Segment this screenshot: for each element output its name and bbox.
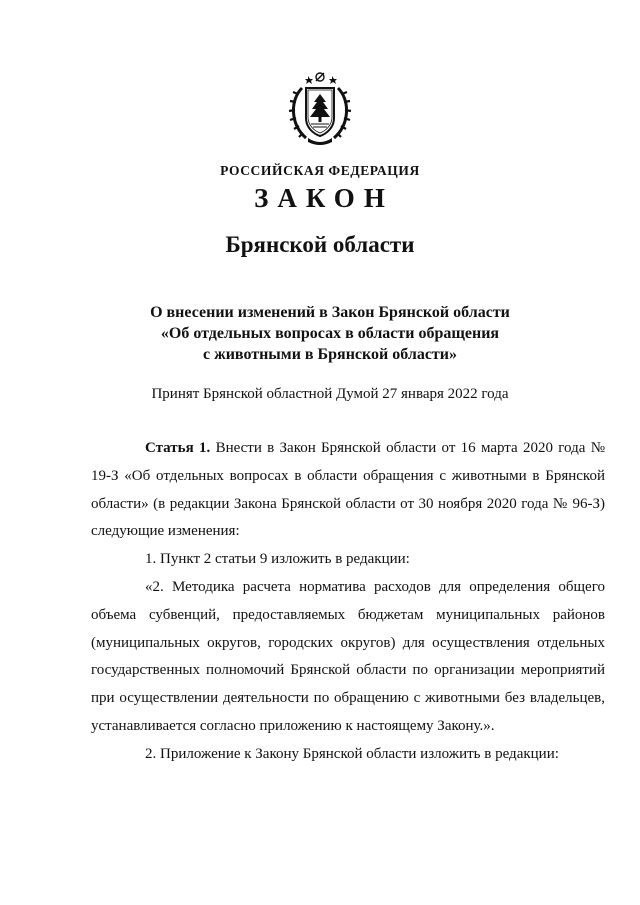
article-heading: Статья 1. [145,440,211,456]
region-name: Брянской области [225,232,415,257]
law-subject-line: «Об отдельных вопросах в области обращения [160,325,500,342]
document-type-title: ЗАКОН [254,183,394,213]
item-2-paragraph: 2. Приложение к Закону Брянской области изложить в редакции: [145,745,559,762]
article-1-paragraph [91,435,605,546]
law-subject [40,302,620,365]
law-subject-line: с животными в Брянской области» [202,346,457,363]
law-subject-line: О внесении изменений в Закон Брянской области [150,304,510,321]
country-name: РОССИЙСКАЯ ФЕДЕРАЦИЯ [220,163,420,178]
law-body [91,435,605,769]
item-1-paragraph: 1. Пункт 2 статьи 9 изложить в редакции: [145,551,410,568]
quoted-paragraph: «2. Методика расчета норматива расходов для определения общего объема субвенций, предоставляемых бюджетам муниципальных районов (муниципальных округов, городских округов) для осуществления отдельных государственных полномочий Брянской области по организации мероприятий при осуществлении деятельности по обращению с животными без владельцев, устанавливается согласно приложению к настоящему Закону.». [91,578,605,734]
adoption-line: Принят Брянской областной Думой 27 января 2022 года [151,386,509,402]
coat-of-arms-emblem [284,68,356,148]
article-text: Внести в Закон Брянской области от 16 марта 2020 года № 19-З «Об отдельных вопросах в области обращения с животными в Брянской области» (в редакции Закона Брянской области от 30 ноября 2020 года № 96-З) следующие изменения: [91,440,606,540]
